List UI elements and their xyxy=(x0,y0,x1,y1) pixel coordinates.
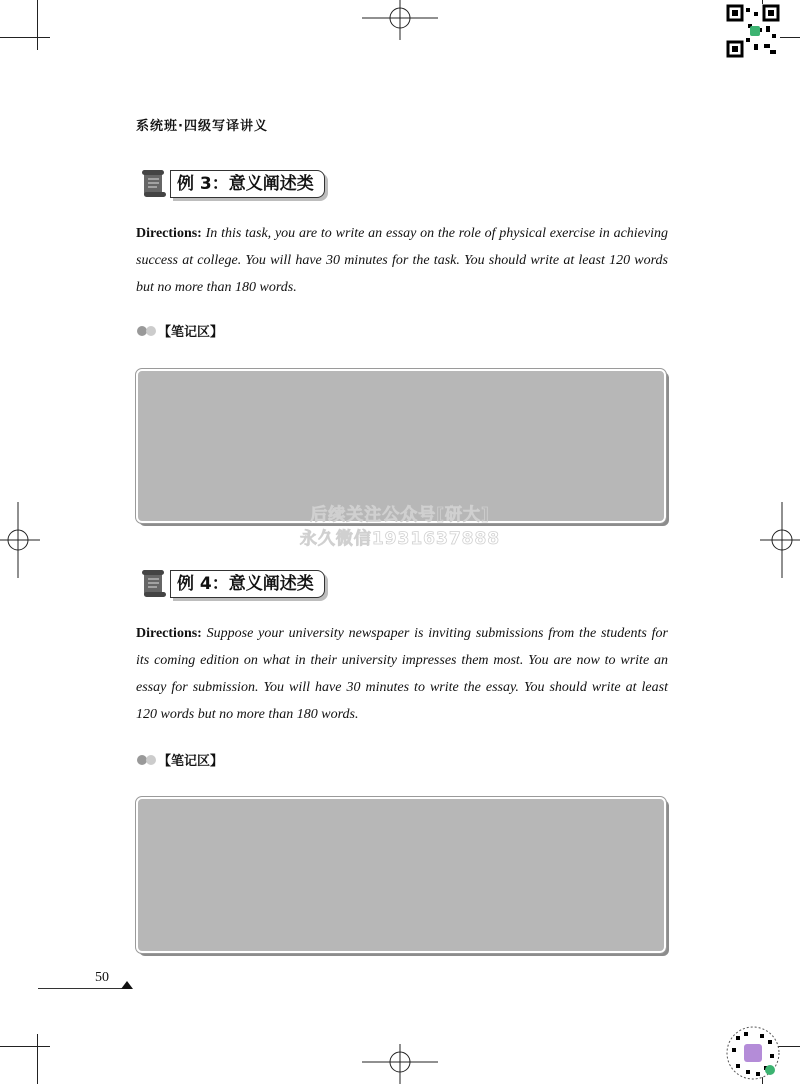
example-3-title: 例 3：意义阐述类 xyxy=(170,170,325,198)
qr-code-icon xyxy=(726,1026,780,1080)
footer-rule xyxy=(38,988,130,989)
directions-text: In this task, you are to write an essay on the role of physical exercise in achieving success at college. You will have 30 minutes for the task. You should write at least 120 words but no more than 180 words. xyxy=(136,226,668,295)
registration-mark-icon xyxy=(362,1044,438,1084)
notes-label-text: 【笔记区】 xyxy=(158,754,224,769)
directions-text: Suppose your university newspaper is inviting submissions from the students for its coming edition on what in their university impresses them most. You are now to write an essay for submission. You will have 30 minutes to write the essay. You should write at least 120 words but no more than 180 words. xyxy=(136,626,668,722)
directions-label: Directions: xyxy=(136,226,202,241)
crop-mark xyxy=(37,0,38,50)
bullet-dot-icon xyxy=(146,326,156,336)
notes-area[interactable] xyxy=(136,797,666,953)
scroll-icon xyxy=(140,168,168,198)
example-3-directions xyxy=(136,220,668,301)
running-header: 系统班·四级写译讲义 xyxy=(136,119,268,134)
triangle-marker-icon xyxy=(121,981,133,989)
example-4-directions xyxy=(136,620,668,728)
crop-mark xyxy=(0,1046,50,1047)
watermark-line-2: 永久微信1931637888 xyxy=(299,529,501,549)
crop-mark xyxy=(37,1034,38,1084)
page-number: 50 xyxy=(95,970,109,985)
scroll-icon xyxy=(140,568,168,598)
notes-label-text: 【笔记区】 xyxy=(158,325,224,340)
qr-code-icon xyxy=(726,4,780,58)
notes-label xyxy=(137,321,223,340)
registration-mark-icon xyxy=(362,0,438,40)
directions-label: Directions: xyxy=(136,626,202,641)
example-4-title: 例 4：意义阐述类 xyxy=(170,570,325,598)
bullet-dot-icon xyxy=(146,755,156,765)
crop-mark xyxy=(0,37,50,38)
notes-label xyxy=(137,750,223,769)
watermark-line-1: 后续关注公众号[研大] xyxy=(310,505,490,525)
